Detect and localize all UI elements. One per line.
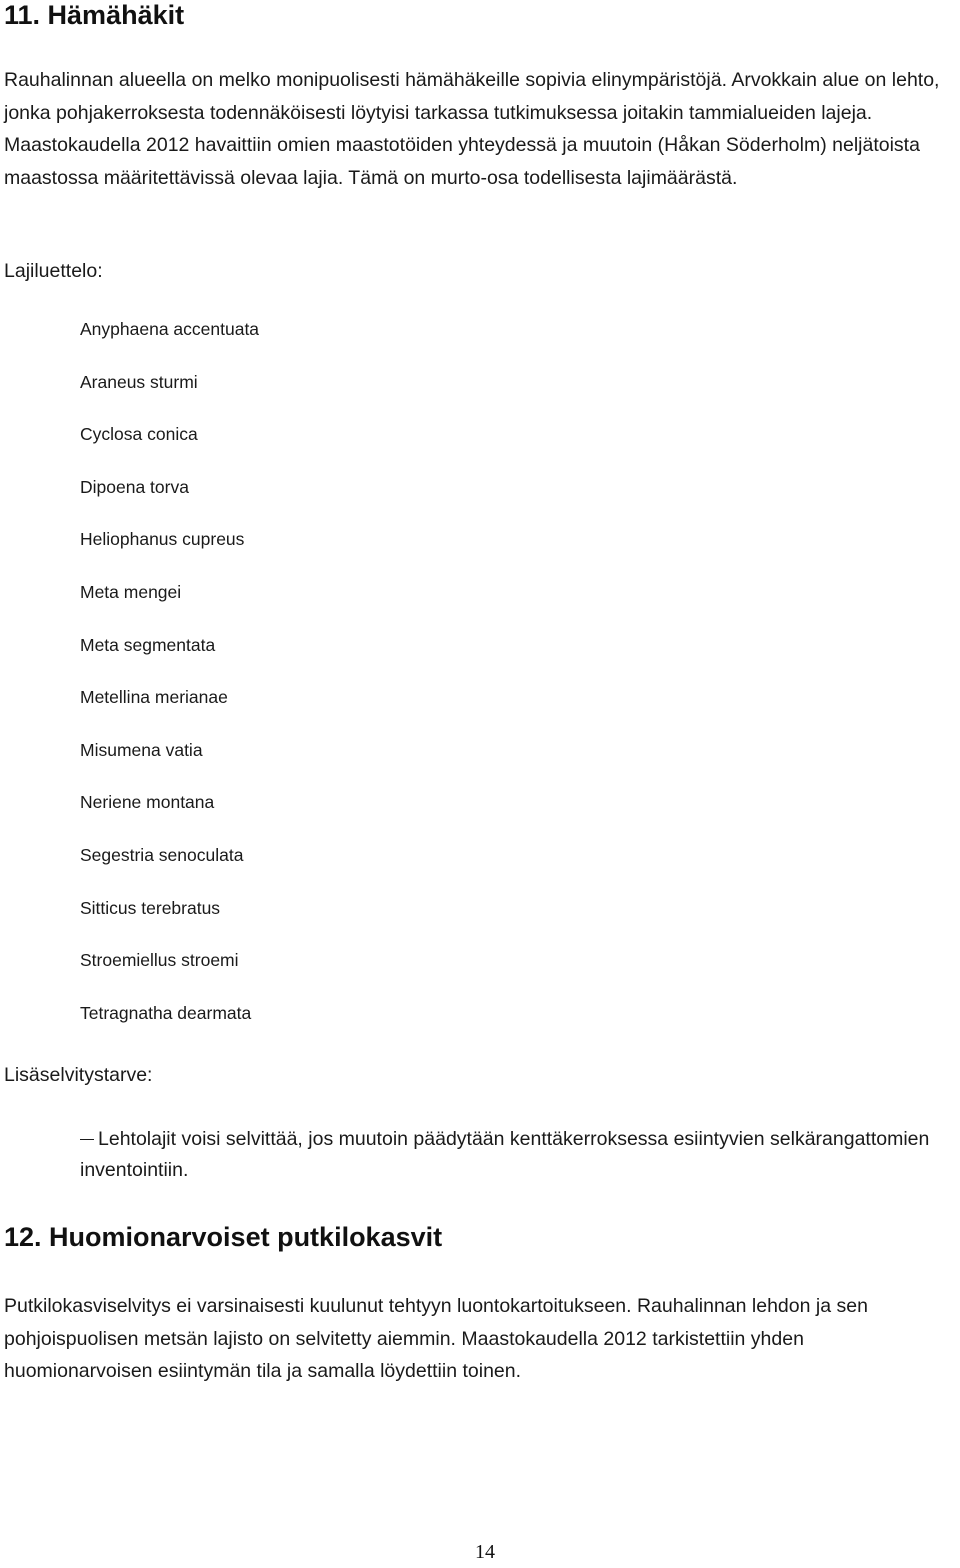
species-item: Heliophanus cupreus — [80, 529, 245, 550]
species-item: Segestria senoculata — [80, 844, 244, 865]
section-12-heading: 12. Huomionarvoiset putkilokasvit — [4, 1222, 443, 1252]
species-item: Dipoena torva — [80, 476, 189, 497]
species-item: Misumena vatia — [80, 739, 203, 760]
species-item: Tetragnatha dearmata — [80, 1002, 252, 1023]
section-12-paragraph: Putkilokasviselvitys ei varsinaisesti kuulunut tehtyyn luontokartoitukseen. Rauhalinnan lehdon ja sen pohjoispuolisen metsän lajisto on selvitetty aiemmin. Maastokaudella 2012 tarkistettiin yhden huomionarvoisen esiintymän tila ja samalla löydettiin toinen. — [4, 1295, 868, 1382]
species-item: Metellina merianae — [80, 687, 228, 708]
species-item: Araneus sturmi — [80, 371, 198, 392]
dash-bullet — [80, 1139, 94, 1140]
species-item: Anyphaena accentuata — [80, 319, 260, 339]
species-item: Stroemiellus stroemi — [80, 950, 239, 971]
further-study-text: Lehtolajit voisi selvittää, jos muutoin päädytään kenttäkerroksessa esiintyvien selkärangattomien inventointiin. — [80, 1128, 930, 1181]
section-11-heading: 11. Hämähäkit — [4, 0, 185, 30]
further-study-label: Lisäselvitystarve: — [4, 1064, 153, 1086]
section-11-intro-paragraph: Rauhalinnan alueella on melko monipuolisesti hämähäkeille sopivia elinympäristöjä. Arvokkain alue on lehto, jonka pohjakerroksesta todennäköisesti löytyisi tarkassa tutkimuksessa joitakin tammialueiden lajeja. Maastokaudella 2012 havaittiin omien maastotöiden yhteydessä ja muutoin (Håkan Söderholm) neljätoista maastossa määritettävissä olevaa lajia. Tämä on murto-osa todellisesta lajimäärästä. — [4, 69, 940, 189]
species-list — [80, 316, 259, 1052]
further-study-item — [80, 1124, 952, 1186]
species-item: Meta segmentata — [80, 634, 216, 655]
species-item: Cyclosa conica — [80, 424, 198, 445]
species-item: Meta mengei — [80, 581, 182, 602]
species-item: Sitticus terebratus — [80, 897, 221, 918]
species-item: Neriene montana — [80, 792, 215, 813]
species-list-label: Lajiluettelo: — [4, 260, 103, 282]
page-number: 14 — [475, 1541, 495, 1563]
